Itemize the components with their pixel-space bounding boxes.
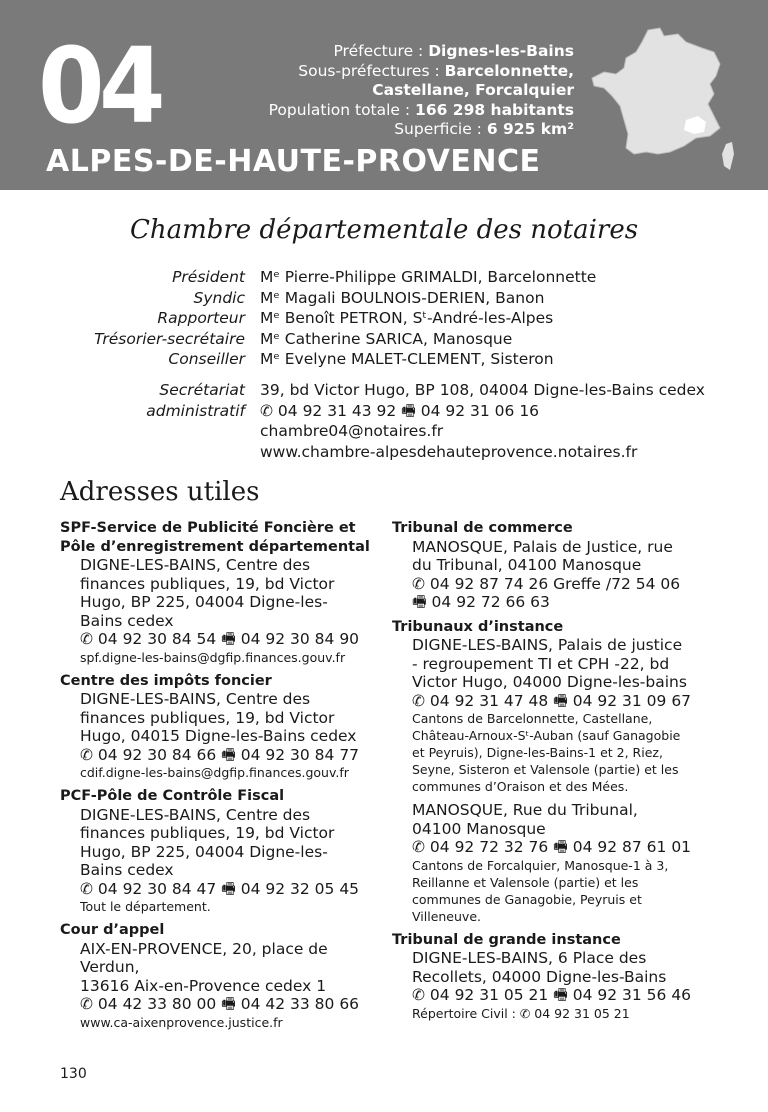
section-heading: Tribunal de commerce [392, 520, 573, 536]
officer-row [0, 288, 768, 309]
note: Cantons de Forcalquier, Manosque-1 à 3, [412, 857, 669, 873]
address-line: Bains cedex [80, 861, 174, 879]
address-line: 13616 Aix-en-Provence cedex 1 [80, 976, 327, 995]
address-line: Hugo, BP 225, 04004 Digne-les- [80, 842, 328, 861]
secretariat-website[interactable]: www.chambre-alpesdehauteprovence.notaires.fr [260, 442, 638, 461]
secretariat-address: 39, bd Victor Hugo, BP 108, 04004 Digne-les-Bains cedex [260, 381, 705, 399]
secretariat-email[interactable]: chambre04@notaires.fr [260, 422, 444, 440]
officer-row [0, 267, 768, 288]
officer-role: Président [172, 268, 245, 286]
officer-row [0, 349, 768, 370]
address-line: - regroupement TI et CPH -22, bd [412, 654, 670, 673]
officer-role: Syndic [193, 288, 245, 307]
phone-line: ✆ 04 92 87 74 26 Greffe /72 54 06 [412, 574, 681, 593]
department-name: ALPES-DE-HAUTE-PROVENCE [46, 144, 541, 179]
officer-role: Rapporteur [157, 309, 245, 327]
france-map-icon [590, 24, 740, 182]
phone-line: ✆ 04 92 31 05 21 🖷 04 92 31 56 46 [412, 986, 692, 1004]
fax-line: 🖷 04 92 72 66 63 [412, 593, 550, 611]
officer-role: Trésorier-secrétaire [94, 329, 245, 348]
section-heading: Centre des impôts foncier [60, 672, 272, 689]
superficie-label: Superficie : [394, 120, 487, 138]
officer-row [0, 329, 768, 350]
note: Cantons de Barcelonnette, Castellane, [412, 711, 653, 726]
population-value: 166 298 habitants [415, 100, 574, 119]
address-line: MANOSQUE, Rue du Tribunal, [412, 801, 638, 819]
officer-name: Mᵉ Evelyne MALET-CLEMENT, Sisteron [260, 350, 554, 368]
chambre-title: Chambre départementale des notaires [129, 215, 639, 245]
phone-line: ✆ 04 92 30 84 54 🖷 04 92 30 84 90 [80, 630, 360, 648]
note: Tout le département. [80, 899, 211, 914]
note: communes de Ganagobie, Peyruis et [412, 891, 642, 907]
address-line: finances publiques, 19, bd Victor [80, 824, 335, 842]
officer-name: Mᵉ Pierre-Philippe GRIMALDI, Barcelonnette [260, 268, 597, 286]
address-line: AIX-EN-PROVENCE, 20, place de [80, 939, 328, 958]
phone-line: ✆ 04 92 30 84 47 🖷 04 92 32 05 45 [80, 879, 360, 898]
officer-row [0, 308, 768, 329]
phone-line: ✆ 04 92 72 32 76 🖷 04 92 87 61 01 [412, 838, 692, 856]
officer-name: Mᵉ Catherine SARICA, Manosque [260, 329, 513, 348]
sous-prefectures-label: Sous-préfectures : [298, 61, 445, 80]
adresses-title: Adresses utiles [60, 477, 260, 507]
phone-line: ✆ 04 42 33 80 00 🖷 04 42 33 80 66 [80, 995, 360, 1013]
address-line: DIGNE-LES-BAINS, Palais de justice [412, 636, 683, 654]
left-column [60, 519, 380, 1031]
address-line: 04100 Manosque [412, 819, 546, 838]
email-link[interactable]: spf.digne-les-bains@dgfip.finances.gouv.fr [80, 649, 346, 665]
section-heading: Tribunal de grande instance [392, 931, 621, 948]
secretariat-label: Secrétariat [159, 381, 245, 399]
right-column [392, 519, 722, 1022]
note: et Peyruis), Digne-les-Bains-1 et 2, Riez, [412, 745, 663, 760]
sous-prefectures-value-2: Castellane, Forcalquier [372, 81, 574, 99]
address-line: Bains cedex [80, 611, 174, 630]
address-line: Victor Hugo, 04000 Digne-les-bains [412, 673, 687, 691]
prefecture-value: Dignes-les-Bains [428, 42, 574, 60]
officers-list [0, 267, 768, 370]
officer-role: Conseiller [168, 350, 245, 368]
address-line: Hugo, 04015 Digne-les-Bains cedex [80, 727, 357, 745]
department-info [269, 42, 574, 140]
officer-name: Mᵉ Benoît PETRON, Sᵗ-André-les-Alpes [260, 309, 554, 327]
note: Château-Arnoux-Sᵗ-Auban (sauf Ganagobie [412, 728, 681, 743]
address-line: MANOSQUE, Palais de Justice, rue [412, 537, 673, 556]
address-line: DIGNE-LES-BAINS, Centre des [80, 690, 311, 708]
secretariat-label-2: administratif [146, 401, 245, 420]
phone-line: ✆ 04 92 31 47 48 🖷 04 92 31 09 67 [412, 691, 692, 710]
population-label: Population totale : [268, 100, 416, 119]
officer-name: Mᵉ Magali BOULNOIS-DERIEN, Banon [260, 288, 545, 307]
superficie-value: 6 925 km² [486, 120, 574, 138]
address-line: Verdun, [80, 958, 140, 976]
address-line: DIGNE-LES-BAINS, Centre des [80, 556, 311, 574]
address-line: finances publiques, 19, bd Victor [80, 708, 335, 727]
note: Reillanne et Valensole (partie) et les [412, 874, 639, 890]
email-link[interactable]: cdif.digne-les-bains@dgfip.finances.gouv.fr [80, 765, 349, 780]
address-line: du Tribunal, 04100 Manosque [412, 556, 642, 574]
sous-prefectures-value-1: Barcelonnette, [444, 61, 574, 80]
prefecture-label: Préfecture : [333, 42, 429, 60]
website-link[interactable]: www.ca-aixenprovence.justice.fr [80, 1014, 283, 1030]
note: Villeneuve. [412, 908, 481, 924]
note: communes d’Oraison et des Mées. [412, 779, 629, 794]
page-number: 130 [60, 1066, 87, 1082]
phone-line: ✆ 04 92 30 84 66 🖷 04 92 30 84 77 [80, 745, 360, 764]
address-line: finances publiques, 19, bd Victor [80, 574, 335, 593]
note: Répertoire Civil : ✆ 04 92 31 05 21 [412, 1005, 630, 1021]
address-line: Hugo, BP 225, 04004 Digne-les- [80, 593, 328, 611]
department-header [0, 0, 768, 190]
section-heading: SPF-Service de Publicité Foncière et [60, 520, 356, 536]
address-line: DIGNE-LES-BAINS, 6 Place des [412, 949, 647, 967]
section-heading: Pôle d’enregistrement départemental [60, 538, 370, 555]
address-line: Recollets, 04000 Digne-les-Bains [412, 967, 667, 986]
section-heading: Cour d’appel [60, 922, 165, 938]
section-heading: Tribunaux d’instance [392, 618, 564, 635]
secretariat-phone: ✆ 04 92 31 43 92 🖷 04 92 31 06 16 [260, 401, 540, 420]
section-heading: PCF-Pôle de Contrôle Fiscal [60, 788, 285, 804]
secretariat-block [0, 380, 768, 462]
address-line: DIGNE-LES-BAINS, Centre des [80, 805, 311, 824]
department-number: 04 [38, 25, 161, 147]
note: Seyne, Sisteron et Valensole (partie) et les [412, 762, 679, 777]
